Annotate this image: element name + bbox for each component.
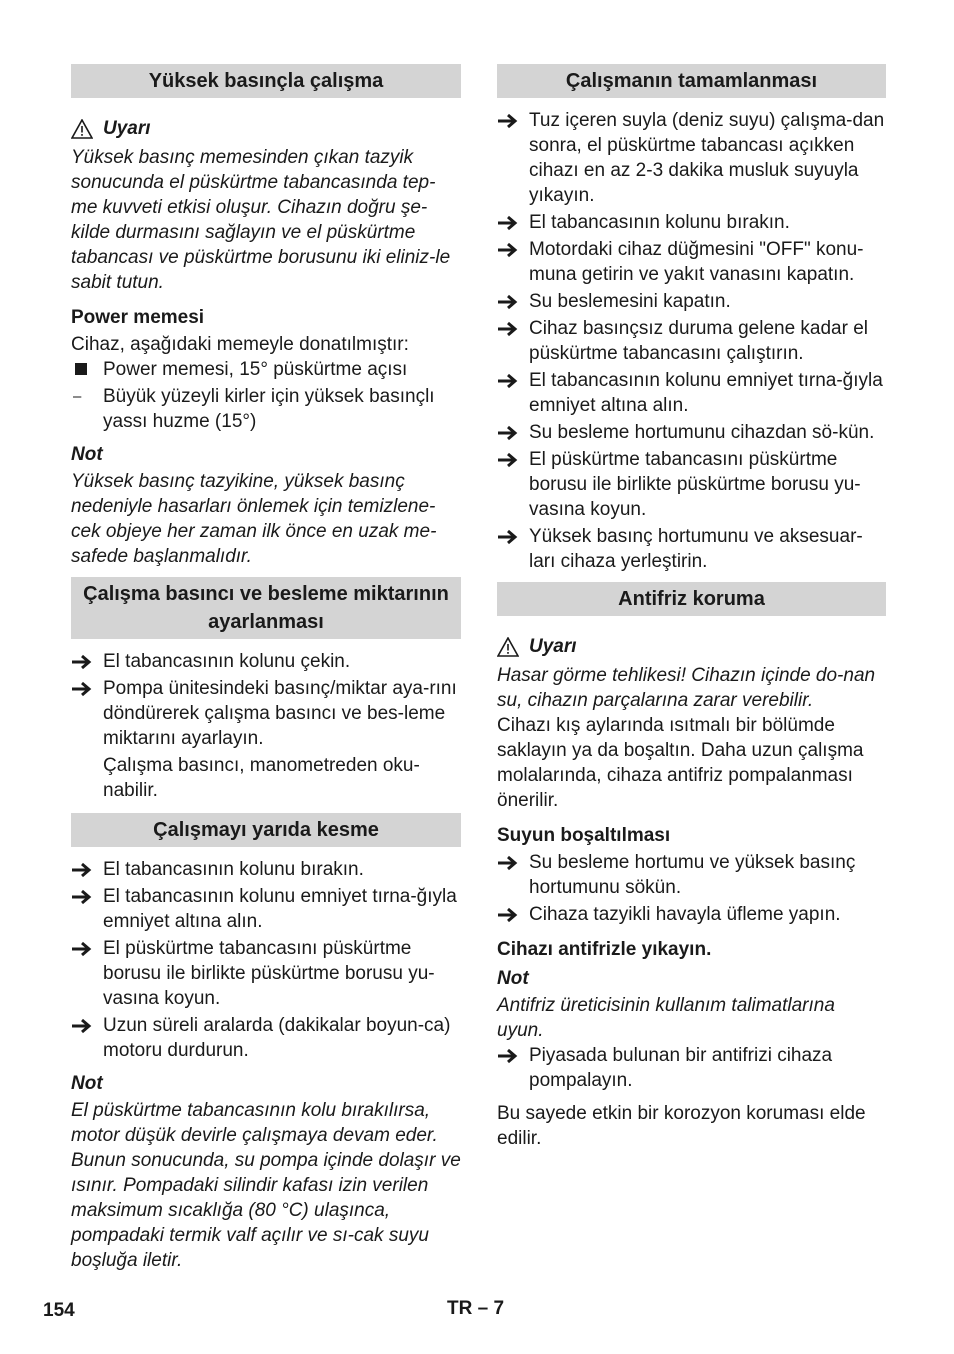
arrow-right-icon bbox=[497, 452, 519, 468]
warning-followup: Cihazı kış aylarında ısıtmalı bir bölümde saklayın ya da boşaltın. Daha uzun çalışma molalarında, cihaza antifriz pompalanması önerilir. bbox=[497, 715, 864, 811]
arrow-right-icon bbox=[497, 321, 519, 337]
arrow-right-icon bbox=[497, 215, 519, 231]
note-text: Antifriz üreticisinin kullanım talimatlarına uyun. bbox=[497, 995, 835, 1041]
wash-heading: Cihazı antifrizle yıkayın. bbox=[497, 939, 712, 960]
section-heading-interrupt: Çalışmayı yarıda kesme bbox=[71, 813, 461, 847]
step-text: El tabancasının kolunu emniyet tırna-ğıyla emniyet altına alın. bbox=[103, 886, 457, 932]
step-item bbox=[71, 857, 461, 882]
step-text: El püskürtme tabancasını püskürtme borusu ile birlikte püskürtme borusu yu-vasına koyun. bbox=[529, 449, 861, 520]
step-item bbox=[71, 676, 461, 751]
arrow-right-icon bbox=[497, 1048, 519, 1064]
note-text: Yüksek basınç tazyikine, yüksek basınç nedeniyle hasarları önlemek için temizlene-cek objeye her zaman ilk önce en uzak me-safede başlanmalıdır. bbox=[71, 471, 437, 567]
arrow-right-icon bbox=[497, 242, 519, 258]
section-heading-completion: Çalışmanın tamamlanması bbox=[497, 64, 886, 98]
step-item bbox=[71, 884, 461, 934]
step-text: El püskürtme tabancasını püskürtme borusu ile birlikte püskürtme borusu yu-vasına koyun. bbox=[103, 938, 435, 1009]
step-text: Su besleme hortumunu cihazdan sö-kün. bbox=[529, 422, 875, 443]
step-text: El tabancasının kolunu çekin. bbox=[103, 651, 351, 672]
step-item bbox=[497, 902, 886, 927]
section-heading-antifreeze: Antifriz koruma bbox=[497, 582, 886, 616]
step-text: Motordaki cihaz düğmesini "OFF" konu-muna getirin ve yakıt vanasını kapatın. bbox=[529, 239, 864, 285]
arrow-right-icon bbox=[497, 373, 519, 389]
arrow-right-icon bbox=[497, 113, 519, 129]
step-item bbox=[497, 108, 886, 208]
step-text: Piyasada bulunan bir antifrizi cihaza pompalayın. bbox=[529, 1045, 833, 1091]
note-text: El püskürtme tabancasının kolu bırakılırsa, motor düşük devirle çalışmaya devam eder. Bunun sonucunda, su pompa içinde dolaşır ve ısınır. Pompadaki silindir kafası izin verilen maksimum sıcaklığa (80 °C) ulaşınca, pompadaki termik valf açılır ve sı-cak suyu boşluğa iletir. bbox=[71, 1100, 461, 1271]
step-item bbox=[497, 420, 886, 445]
step-item bbox=[71, 649, 461, 674]
step-continuation: Çalışma basıncı, manometreden oku-nabilir. bbox=[103, 755, 420, 801]
step-item bbox=[497, 524, 886, 574]
warning-label: Uyarı bbox=[103, 118, 151, 139]
step-text: Su besleme hortumu ve yüksek basınç hortumunu sökün. bbox=[529, 852, 856, 898]
warning-label: Uyarı bbox=[529, 636, 577, 657]
note-label: Not bbox=[71, 444, 103, 465]
arrow-right-icon bbox=[71, 681, 93, 697]
closing-text: Bu sayede etkin bir korozyon koruması elde edilir. bbox=[497, 1103, 866, 1149]
step-item bbox=[497, 210, 886, 235]
warning-text: Hasar görme tehlikesi! Cihazın içinde do-nan su, cihazın parçalarına zarar verebilir. bbox=[497, 665, 876, 711]
section-heading-pressure-adjust: Çalışma basıncı ve besleme miktarının ayarlanması bbox=[71, 577, 461, 639]
step-text: Cihaza tazyikli havayla üfleme yapın. bbox=[529, 904, 841, 925]
page-number: 154 bbox=[43, 1300, 75, 1321]
note-label: Not bbox=[71, 1073, 103, 1094]
step-item bbox=[497, 368, 886, 418]
dash-bullet: – bbox=[73, 388, 82, 405]
step-item bbox=[497, 447, 886, 522]
arrow-right-icon bbox=[71, 889, 93, 905]
step-text: El tabancasının kolunu bırakın. bbox=[103, 859, 364, 880]
right-column bbox=[497, 64, 886, 1159]
step-item bbox=[497, 289, 886, 314]
step-text: Yüksek basınç hortumunu ve aksesuar-ları cihaza yerleştirin. bbox=[529, 526, 863, 572]
arrow-right-icon bbox=[497, 294, 519, 310]
step-item bbox=[71, 1013, 461, 1063]
list-item bbox=[71, 357, 461, 382]
step-item bbox=[497, 850, 886, 900]
step-item bbox=[497, 1043, 886, 1093]
arrow-right-icon bbox=[497, 907, 519, 923]
section-heading-high-pressure: Yüksek basınçla çalışma bbox=[71, 64, 461, 98]
bullet-square-icon bbox=[75, 363, 87, 375]
step-text: El tabancasının kolunu emniyet tırna-ğıyla emniyet altına alın. bbox=[529, 370, 883, 416]
note-label: Not bbox=[497, 968, 529, 989]
step-text: El tabancasının kolunu bırakın. bbox=[529, 212, 790, 233]
step-text: Uzun süreli aralarda (dakikalar boyun-ca) motoru durdurun. bbox=[103, 1015, 451, 1061]
page-locale-label bbox=[447, 1296, 504, 1321]
drain-heading: Suyun boşaltılması bbox=[497, 825, 671, 846]
warning-heading bbox=[71, 116, 461, 141]
warning-triangle-icon bbox=[71, 119, 93, 139]
arrow-right-icon bbox=[71, 941, 93, 957]
step-text: Tuz içeren suyla (deniz suyu) çalışma-dan sonra, el püskürtme tabancası açıkken cihazı en az 2-3 dakika musluk suyuyla yıkayın. bbox=[529, 110, 885, 206]
arrow-right-icon bbox=[71, 1018, 93, 1034]
step-item bbox=[497, 316, 886, 366]
list-item bbox=[71, 384, 461, 434]
arrow-right-icon bbox=[71, 862, 93, 878]
list-item-text: Power memesi, 15° püskürtme açısı bbox=[103, 359, 408, 380]
arrow-right-icon bbox=[71, 654, 93, 670]
warning-triangle-icon bbox=[497, 637, 519, 657]
list-item-text: Büyük yüzeyli kirler için yüksek basınçlı yassı huzme (15°) bbox=[103, 386, 435, 432]
sub-page-number: – 7 bbox=[477, 1298, 505, 1319]
step-text: Su beslemesini kapatın. bbox=[529, 291, 731, 312]
power-intro: Cihaz, aşağıdaki memeyle donatılmıştır: bbox=[71, 334, 409, 355]
step-text: Pompa ünitesindeki basınç/miktar aya-rını döndürerek çalışma basıncı ve bes-leme miktarını ayarlayın. bbox=[103, 678, 457, 749]
step-text: Cihaz basınçsız duruma gelene kadar el püskürtme tabancasını çalıştırın. bbox=[529, 318, 869, 364]
warning-heading bbox=[497, 634, 886, 659]
arrow-right-icon bbox=[497, 855, 519, 871]
arrow-right-icon bbox=[497, 529, 519, 545]
arrow-right-icon bbox=[497, 425, 519, 441]
step-item bbox=[71, 936, 461, 1011]
power-nozzle-heading: Power memesi bbox=[71, 307, 205, 328]
step-item bbox=[497, 237, 886, 287]
left-column bbox=[71, 64, 461, 1281]
warning-text: Yüksek basınç memesinden çıkan tazyik sonucunda el püskürtme tabancasında tep-me kuvveti etkisi oluşur. Cihazın doğru şe-kilde durmasını sağlayın ve el püskürtme tabancası ve püskürtme borusunu iki eliniz-le sabit tutun. bbox=[71, 147, 451, 293]
locale-code: TR bbox=[447, 1298, 473, 1319]
